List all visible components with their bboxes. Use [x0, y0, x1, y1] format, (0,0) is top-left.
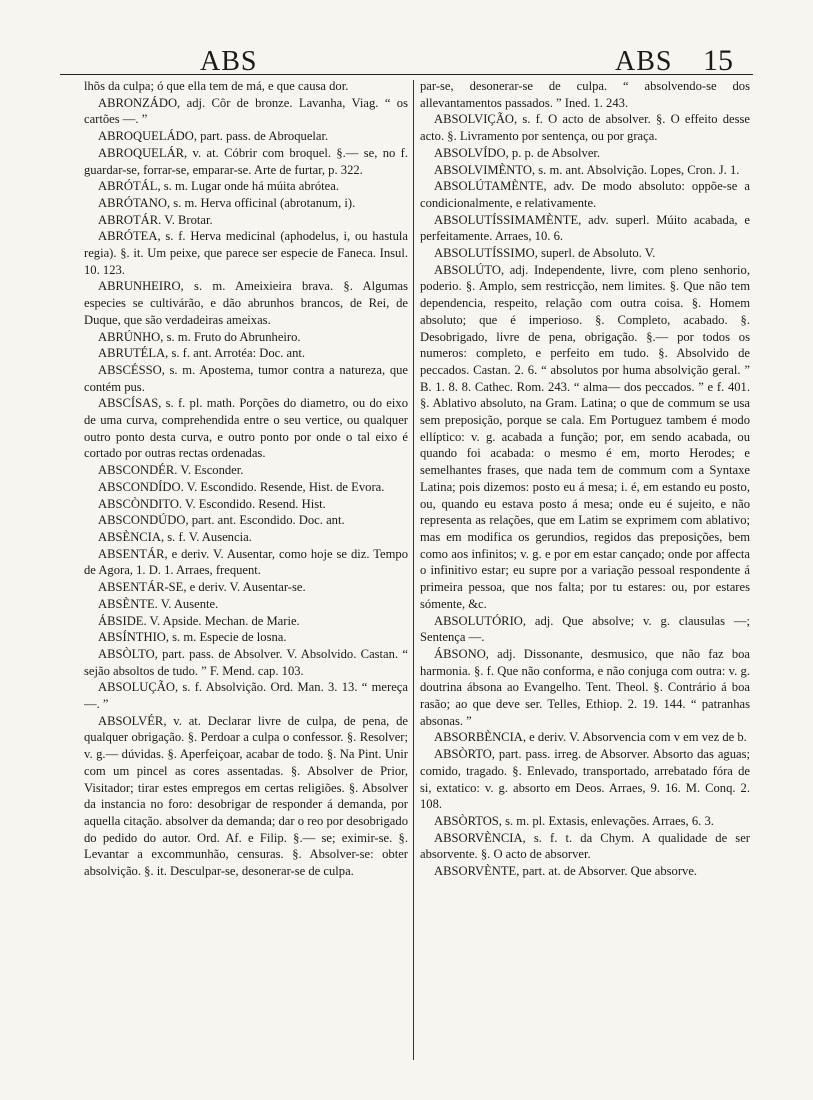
- dictionary-entry: ABSÒRTO, part. pass. irreg. de Absorver. Absorto das aguas; comido, tragado. §. Enlevado, transportado, arrebatado fóra de si, extatico: v. g. absorto em Deos. Arraes, 9. 16. M. Conq. 2. 108.: [420, 747, 750, 812]
- dictionary-entry: ABROQUELÁR, v. at. Cóbrir com broquel. §.— se, no f. guardar-se, forrar-se, emparar-se. Arte de furtar, p. 322.: [84, 145, 408, 177]
- dictionary-entry: ÁBSIDE. V. Apside. Mechan. de Marie.: [98, 613, 300, 628]
- left-column: [84, 78, 408, 1066]
- page-number: 15: [703, 44, 733, 77]
- dictionary-entry: ABSOLVIÇÃO, s. f. O acto de absolver. §. O effeito desse acto. §. Livramento por sentença, ou por graça.: [420, 112, 750, 144]
- dictionary-entry: ÁBSONO, adj. Dissonante, desmusico, que não faz boa harmonia. §. f. Que não conforma, e não conjuga com outra: v. g. doutrina ábsona ao Evangelho. Tent. Theol. §. Contrário á boa rasão; ao que deve ser. Telles, Ethiop. 2. 19. 144. “ patranhas absonas. ”: [420, 646, 750, 728]
- dictionary-entry: ABSOLUTÍSSIMO, superl. de Absoluto. V.: [434, 246, 656, 261]
- dictionary-entry: ABSENTÁR, e deriv. V. Ausentar, como hoje se diz. Tempo de Agora, 1. D. 1. Arraes, frequent.: [84, 546, 408, 578]
- dictionary-entry: ABSENTÁR-SE, e deriv. V. Ausentar-se.: [98, 580, 306, 595]
- dictionary-entry: ABRUTÉLA, s. f. ant. Arrotéa: Doc. ant.: [98, 346, 306, 361]
- dictionary-entry: ABRÓTANO, s. m. Herva officinal (abrotanum, i).: [98, 195, 356, 210]
- dictionary-entry: ABSOLVÉR, v. at. Declarar livre de culpa, de pena, de qualquer obrigação. §. Perdoar a culpa o confessor. §. Resolver; v. g.— dúvidas. §. Aperfeiçoar, acabar de todo. §. Na Pint. Unir com um pincel as cores assentadas. §. Absolver de Prior, Visitador; tirar estes empregos em certas religiões. §. Absolver da instancia no foro: desobrigar de responder á demanda, por aquella citação. absolver da demanda; dar o reo por desobrigado do pedido do autor. Ord. Af. e Filip. §.— se; eximir-se. §. Levantar a excommunhão, censuras. §. Absolver-se: obter absolvição. §. it. Desculpar-se, desonerar-se de culpa.: [84, 713, 408, 879]
- dictionary-entry: ABSOLÚTO, adj. Independente, livre, com pleno senhorio, poderio. §. Amplo, sem restricção, nem limites. §. Que não tem dependencia, respeito, relação com outra coisa. §. Homem absoluto; que é imperioso. §. Completo, acabado. §. Desobrigado, livre de pena, obrigação. §.— por todos os numeros: completo, e perfeito em tudo. §. Absolvido de peccados. Castan. 2. 6. “ absolutos por huma absolvição geral. ” B. 1. 8. 8. Cathec. Rom. 243. “ alma— dos peccados. ” e f. 401. §. Ablativo absoluto, na Gram. Latina; o que de commum se usa sem preposição, porque se cala. Em Portuguez tambem é modo ellíptico: v. g. acabada a função; por, em sendo acabada, ou quando foi acabada: o mesmo é em, morto Herodes; e semelhantes frases, que nada tem de commum com a Syntaxe Latina; pois dizemos: posto eu á mesa; i. é, em estando eu posto, ou, quando eu estava posto á mesa; onde eu é sujeito, e não representa as relações, que em Latim se exprimem com ablativo; mas em modifica os gerundios, regidos das preposições, bem como aos infinitos; v. g. e por em estar cançado; onde por affecta o infinitivo estar; eu supre por a variação pessoal respondente á primeira pessoa, que nos falta; por tu estares: ou, por estares sómente, &c.: [420, 262, 750, 611]
- dictionary-entry: ABRUNHEIRO, s. m. Ameixieira brava. §. Algumas especies se cultivárão, e dão abrunhos brancos, de Rei, de Duque, que são verdadeiras ameixas.: [84, 279, 408, 327]
- dictionary-entry: ABSCÉSSO, s. m. Apostema, tumor contra a natureza, que contém pus.: [84, 362, 408, 394]
- dictionary-entry: ABSÍNTHIO, s. m. Especie de losna.: [98, 630, 287, 645]
- header-right-word: ABS: [615, 46, 673, 77]
- dictionary-entry: ABRÓTEA, s. f. Herva medicinal (aphodelus, i, ou hastula regia). §. it. Um peixe, que parece ser especie de Faneca. Insul. 10. 123.: [84, 229, 408, 277]
- dictionary-entry: ABSCÍSAS, s. f. pl. math. Porções do diametro, ou do eixo de uma curva, comprehendida entre o seu vertice, ou qualquer outro ponto desta curva, e outro ponto por onde o tal eixo é cortado por outras rectas ordenadas.: [84, 396, 408, 461]
- dictionary-entry: ABSORBÈNCIA, e deriv. V. Absorvencia com v em vez de b.: [434, 730, 747, 745]
- dictionary-entry: ABRONZÁDO, adj. Côr de bronze. Lavanha, Viag. “ os cartões —. ”: [84, 95, 408, 127]
- dictionary-entry: par-se, desonerar-se de culpa. “ absolvendo-se dos allevantamentos passados. ” Ined. 1. 243.: [420, 79, 750, 110]
- dictionary-entry: ABSCONDÚDO, part. ant. Escondido. Doc. ant.: [98, 513, 345, 528]
- dictionary-entry: ABSOLVÍDO, p. p. de Absolver.: [434, 145, 601, 160]
- dictionary-entry: ABSÈNCIA, s. f. V. Ausencia.: [98, 529, 252, 544]
- dictionary-entry: ABSOLÚTAMÈNTE, adv. De modo absoluto: oppõe-se a condicionalmente, e relativamente.: [420, 179, 750, 210]
- header-rule: [60, 74, 753, 75]
- dictionary-entry: ABROQUELÁDO, part. pass. de Abroquelar.: [98, 129, 329, 144]
- dictionary-entry: ABSÈNTE. V. Ausente.: [98, 596, 219, 611]
- dictionary-entry: ABSORVÈNCIA, s. f. t. da Chym. A qualidade de ser absorvente. §. O acto de absorver.: [420, 830, 750, 862]
- header-left-word: ABS: [200, 46, 258, 77]
- running-header: [60, 44, 753, 78]
- dictionary-entry: ABSCÒNDITO. V. Escondido. Resend. Hist.: [98, 496, 326, 511]
- dictionary-entry: ABSÒLTO, part. pass. de Absolver. V. Absolvido. Castan. “ sejão absoltos de tudo. ” F. Mend. cap. 103.: [84, 646, 408, 678]
- dictionary-entry: ABSOLVIMÈNTO, s. m. ant. Absolvição. Lopes, Cron. J. 1.: [434, 162, 740, 177]
- dictionary-entry: ABSCONDÍDO. V. Escondido. Resende, Hist. de Evora.: [98, 479, 385, 494]
- dictionary-entry: ABSOLUÇÃO, s. f. Absolvição. Ord. Man. 3. 13. “ mereça —. ”: [84, 680, 408, 712]
- dictionary-entry: ABSCONDÉR. V. Esconder.: [98, 463, 244, 478]
- right-column: [420, 78, 750, 1066]
- dictionary-entry: ABSOLUTÓRIO, adj. Que absolve; v. g. clausulas —; Sentença —.: [420, 613, 750, 645]
- dictionary-entry: lhõs da culpa; ó que ella tem de má, e que causa dor.: [84, 79, 349, 93]
- dictionary-entry: ABRÓTÁL, s. m. Lugar onde há múita abrótea.: [98, 179, 339, 194]
- dictionary-entry: ABSORVÈNTE, part. at. de Absorver. Que absorve.: [434, 864, 698, 879]
- dictionary-entry: ABROTÁR. V. Brotar.: [98, 212, 213, 227]
- dictionary-entry: ABRÚNHO, s. m. Fruto do Abrunheiro.: [98, 329, 301, 344]
- column-divider: [413, 80, 414, 1060]
- dictionary-entry: ABSÒRTOS, s. m. pl. Extasis, enlevações. Arraes, 6. 3.: [434, 813, 714, 828]
- dictionary-entry: ABSOLUTÍSSIMAMÈNTE, adv. superl. Múito acabada, e perfeitamente. Arraes, 10. 6.: [420, 212, 750, 244]
